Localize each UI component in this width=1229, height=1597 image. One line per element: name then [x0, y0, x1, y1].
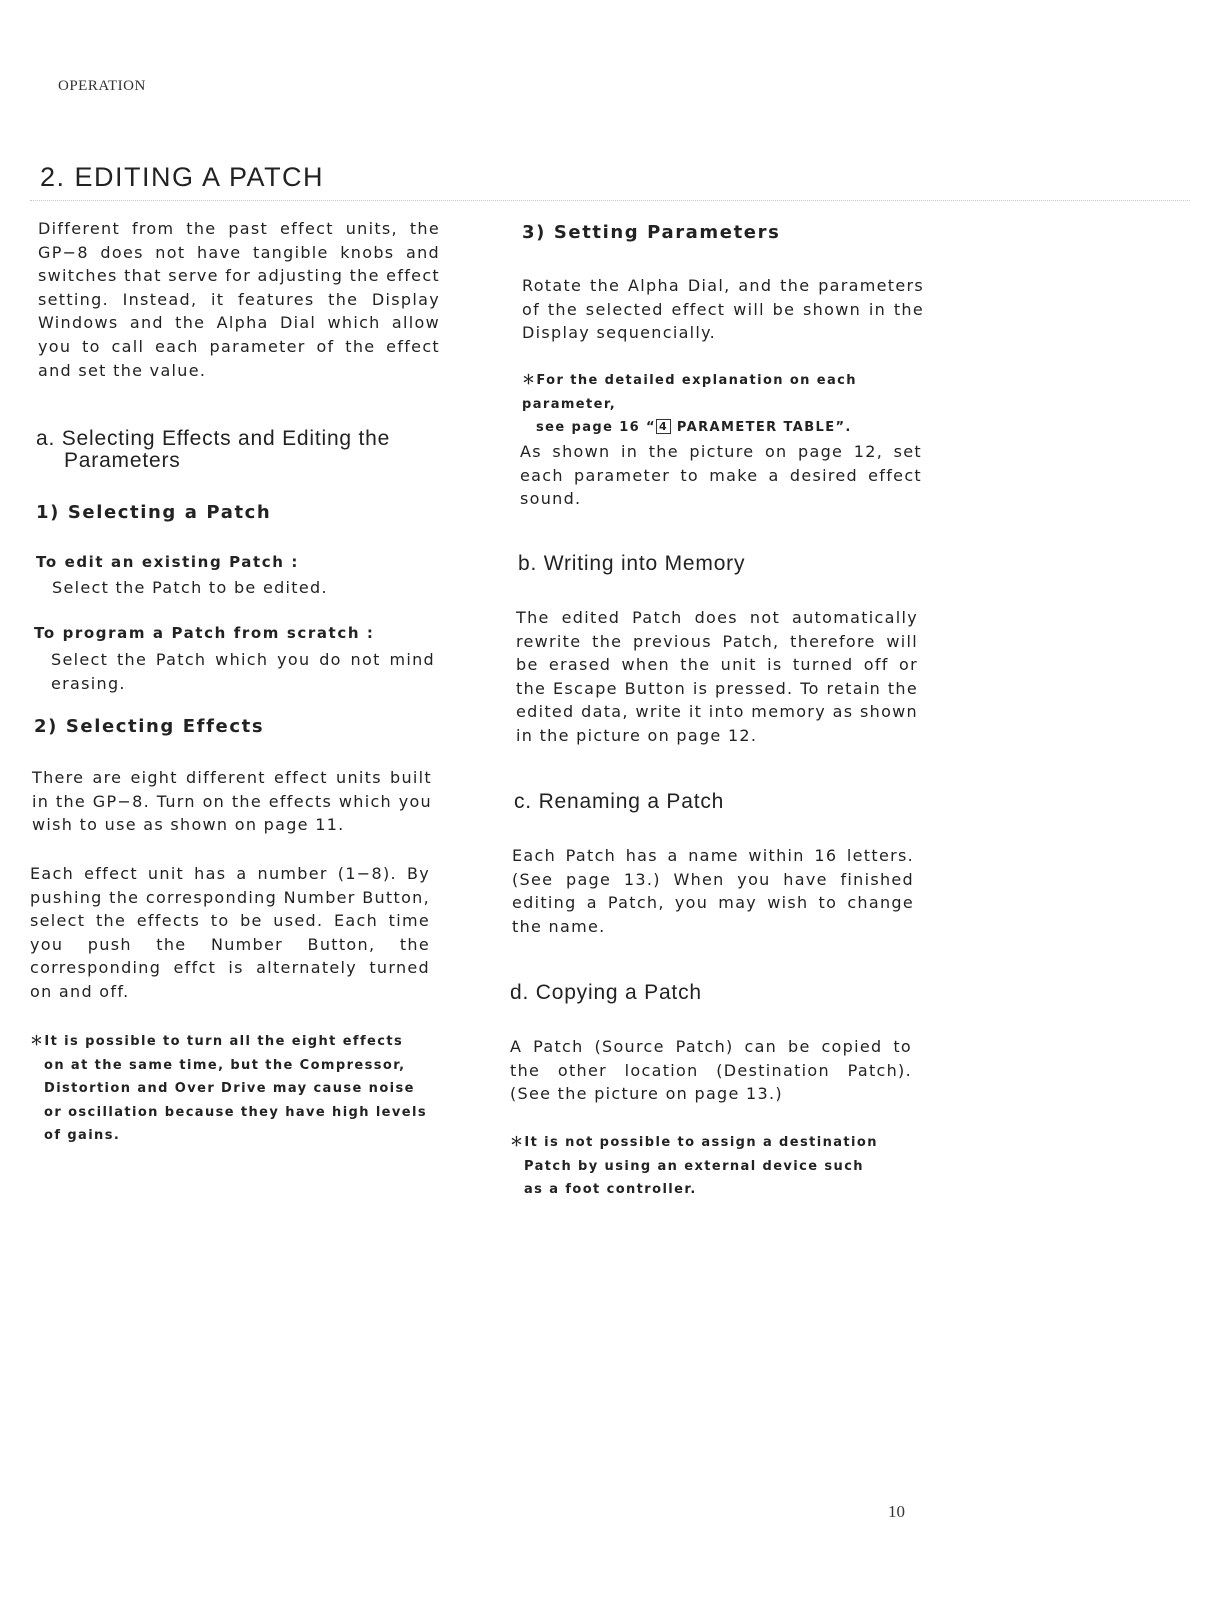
section-d-heading: d. Copying a Patch — [510, 981, 702, 1004]
page-number: 10 — [888, 1502, 905, 1521]
parameters-paragraph-1: Rotate the Alpha Dial, and the parameters of the selected effect will be shown in the Display sequencially. — [522, 276, 924, 343]
effects-note-line: Distortion and Over Drive may cause noise — [44, 1081, 415, 1096]
section-b-heading: b. Writing into Memory — [518, 552, 746, 575]
section-label: OPERATION — [58, 78, 146, 94]
effects-note-line: on at the same time, but the Compressor, — [44, 1057, 406, 1073]
program-scratch-text: Select the Patch which you do not mind erasing. — [51, 650, 435, 693]
copying-note-line: as a foot controller. — [524, 1182, 697, 1197]
parameters-note-line-2 — [522, 416, 932, 440]
title-divider — [30, 200, 1190, 201]
parameters-paragraph-2: As shown in the picture on page 12, set each parameter to make a desired effect sound. — [520, 442, 922, 509]
section-c-heading: c. Renaming a Patch — [514, 790, 725, 813]
edit-existing-label: To edit an existing Patch : — [36, 553, 299, 571]
parameters-note-ref: see page 16 “ — [536, 420, 656, 435]
step-3-heading: 3) Setting Parameters — [522, 222, 781, 243]
effects-note-line: or oscillation because they have high levels — [44, 1104, 427, 1120]
effects-note-line: of gains. — [44, 1128, 121, 1143]
effects-paragraph-1: There are eight different effect units built in the GP−8. Turn on the effects which you wish to use as shown on page 11. — [32, 768, 432, 835]
page-title: 2. EDITING A PATCH — [40, 162, 325, 192]
copying-note-line: Patch by using an external device such — [524, 1158, 864, 1174]
section-a-heading-line1: a. Selecting Effects and Editing the — [36, 427, 391, 450]
effects-note — [30, 1030, 430, 1148]
effects-note-line: ＊It is possible to turn all the eight effects — [30, 1034, 404, 1049]
parameters-note-table: PARAMETER TABLE”. — [671, 420, 852, 435]
section-a-heading-line2: Parameters — [64, 449, 181, 472]
step-2-heading: 2) Selecting Effects — [34, 716, 265, 737]
intro-paragraph: Different from the past effect units, the GP−8 does not have tangible knobs and switches that serve for adjusting the effect setting. Instead, it features the Display Windows and the Alpha Dial which allow you to call each parameter of the effect and set the value. — [38, 219, 440, 380]
program-scratch-label: To program a Patch from scratch : — [34, 624, 375, 642]
section-a-heading — [36, 428, 456, 472]
copying-note — [510, 1131, 920, 1202]
renaming-paragraph: Each Patch has a name within 16 letters. (See page 13.) When you have finished editing a Patch, you may wish to change the name. — [512, 846, 914, 936]
parameters-note-line: ＊For the detailed explanation on each parameter, — [522, 373, 857, 412]
step-1-heading: 1) Selecting a Patch — [36, 502, 272, 523]
boxed-number: 4 — [656, 419, 671, 434]
copying-note-line: ＊It is not possible to assign a destination — [510, 1135, 878, 1150]
effects-paragraph-2: Each effect unit has a number (1−8). By pushing the corresponding Number Button, select the effects to be used. Each time you push the Number Button, the corresponding effct is alternately turned on and off. — [30, 864, 430, 1001]
edit-existing-text: Select the Patch to be edited. — [52, 578, 328, 597]
parameters-note — [522, 369, 932, 440]
copying-paragraph: A Patch (Source Patch) can be copied to the other location (Destination Patch). (See the picture on page 13.) — [510, 1037, 912, 1104]
writing-paragraph: The edited Patch does not automatically rewrite the previous Patch, therefore will be erased when the unit is turned off or the Escape Button is pressed. To retain the edited data, write it into memory as shown in the picture on page 12. — [516, 608, 918, 745]
